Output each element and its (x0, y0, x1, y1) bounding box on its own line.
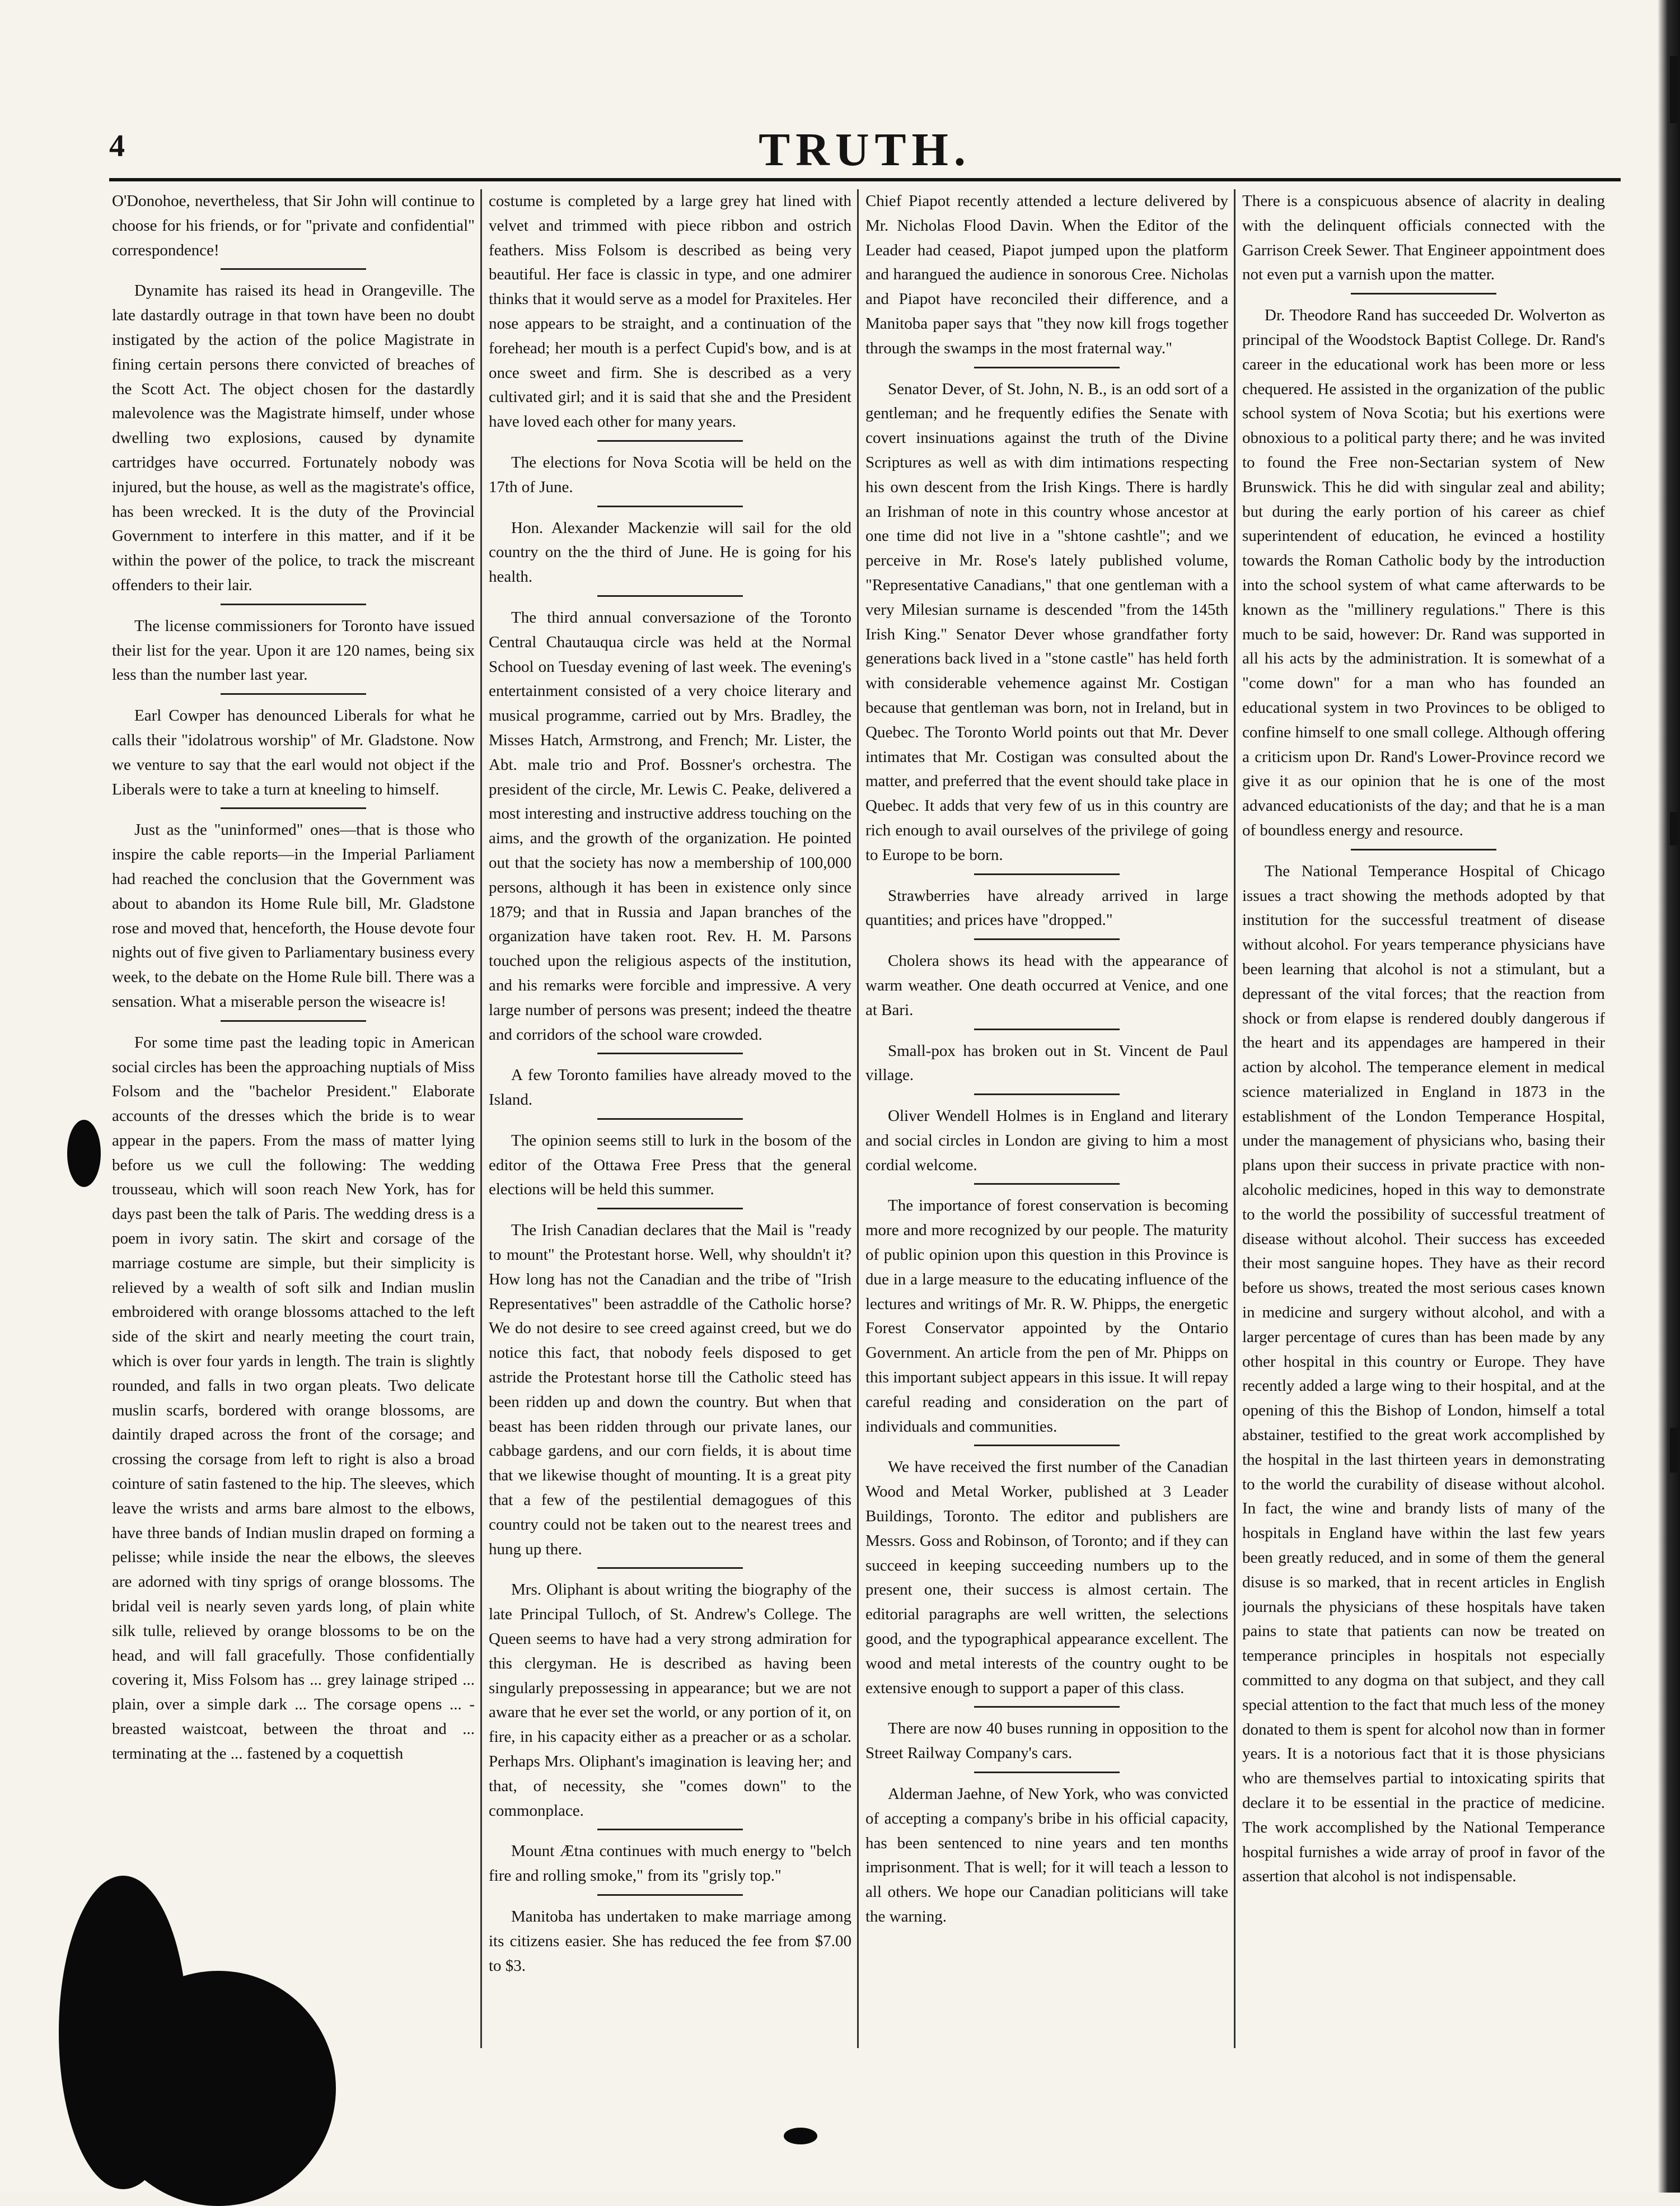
article-separator (1351, 849, 1496, 850)
article-paragraph: A few Toronto families have already moved to the Island. (489, 1066, 851, 1109)
article-separator (597, 595, 742, 597)
article-separator (974, 1445, 1119, 1446)
article-paragraph: The elections for Nova Scotia will be held on the 17th of June. (489, 453, 851, 496)
article-separator (974, 1029, 1119, 1030)
article-separator (221, 268, 366, 270)
article-separator (221, 604, 366, 605)
page-number: 4 (109, 129, 125, 163)
article-paragraph: Just as the "uninformed" ones—that is those who inspire the cable reports—in the Imperial Parliament had reached the conclusion that the Government was about to abandon its Home Rule bill, Mr. Gladstone rose and moved that, henceforth, the House devote four nights out of five given to Parliamentary business every week, to the debate on the Home Rule bill. There was a sensation. What a miserable person the wiseacre is! (112, 821, 475, 1011)
paper-title: TRUTH. (759, 124, 971, 176)
article-separator (974, 938, 1119, 940)
article-separator (597, 1118, 742, 1120)
article-paragraph: The importance of forest conservation is becoming more and more recognized by our people. The maturity of public opinion upon this question in this Province is due in a large measure to the educating influence of the lectures and writings of Mr. R. W. Phipps, the energetic Forest Conservator appointed by the Ontario Government. An article from the pen of Mr. Phipps on this important subject appears in this issue. It will repay careful reading and consideration on the part of individuals and communities. (865, 1197, 1228, 1436)
article-paragraph: Dynamite has raised its head in Orangeville. The late dastardly outrage in that town have been no doubt instigated by the action of the police Magistrate in fining certain persons there convicted of breaches of the Scott Act. The object chosen for the dastardly malevolence was the Magistrate himself, under whose dwelling two explosions, caused by dynamite cartridges have occurred. Fortunately nobody was injured, but the house, as well as the magistrate's office, has been wrecked. It is the duty of the Provincial Government to interfere in this matter, and if it be within the power of the police, to track the miscreant offenders to their lair. (112, 282, 475, 594)
column-divider (857, 189, 859, 2048)
article-paragraph: We have received the first number of the Canadian Wood and Metal Worker, published at 3 Leader Buildings, Toronto. The editor and publishers are Messrs. Goss and Robinson, of Toronto; and if they can succeed in keeping succeeding numbers up to the present one, their success is almost certain. The editorial paragraphs are well written, the selections good, and the typographical appearance excellent. The wood and metal interests of the country ought to be extensive enough to support a paper of this class. (865, 1458, 1228, 1697)
article-paragraph: The third annual conversazione of the Toronto Central Chautauqua circle was held at the Normal School on Tuesday evening of last week. The evening's entertainment consisted of a very choice literary and musical programme, carried out by Mrs. Bradley, the Misses Hatch, Armstrong, and French; Mr. Lister, the Abt. male trio and Prof. Bossner's orchestra. The president of the circle, Mr. Lewis C. Peake, delivered a most interesting and instructive address touching on the aims, and the growth of the organization. He pointed out that the society has now a membership of 100,000 persons, although it has been in existence only since 1879; and that in Russia and Japan branches of the organization have taken root. Rev. H. M. Parsons touched upon the religious aspects of the institution, and his remarks were forcible and impressive. A very large number of persons was present; indeed the theatre and corridors of the school ware crowded. (489, 608, 851, 1044)
column-4 (1242, 189, 1605, 2160)
article-paragraph: Chief Piapot recently attended a lecture delivered by Mr. Nicholas Flood Davin. When the Editor of the Leader had ceased, Piapot jumped upon the platform and harangued the audience in sonorous Cree. Nicholas and Piapot have reconciled their difference, and a Manitoba paper says that "they now kill frogs together through the swamps in the most fraternal way." (865, 192, 1228, 357)
article-paragraph: costume is completed by a large grey hat lined with velvet and trimmed with piece ribbon and ostrich feathers. Miss Folsom is described as being very beautiful. Her face is classic in type, and one admirer thinks that it would serve as a model for Praxiteles. Her nose appears to be straight, and a continuation of the forehead; her mouth is a perfect Cupid's bow, and is at once sweet and firm. She is described as a very cultivated girl; and it is said that she and the President have loved each other for many years. (489, 192, 851, 431)
article-separator (974, 1093, 1119, 1095)
article-separator (597, 1829, 742, 1830)
article-separator (974, 1706, 1119, 1708)
article-separator (597, 1567, 742, 1569)
article-paragraph: Hon. Alexander Mackenzie will sail for the old country on the the third of June. He is going for his health. (489, 518, 851, 586)
article-separator (597, 506, 742, 507)
article-paragraph: The Irish Canadian declares that the Mail is "ready to mount" the Protestant horse. Well, why shouldn't it? How long has not the Canadian and the tribe of "Irish Representatives" been astraddle of the Catholic horse? We do not desire to see creed against creed, but we do notice this fact, that nobody feels disposed to get astride the Protestant horse till the Catholic steed has been ridden up and down the country. But when that beast has been ridden through our private lanes, our cabbage gardens, and our corn fields, it is about time that we likewise thought of mounting. It is a great pity that a few of the pestilential demagogues of this country could not be taken out to the nearest trees and hung up there. (489, 1221, 851, 1558)
article-paragraph: Mount Ætna continues with much energy to "belch fire and rolling smoke," from its "grisly top." (489, 1842, 851, 1885)
masthead-rule (109, 178, 1621, 181)
article-paragraph: The National Temperance Hospital of Chicago issues a tract showing the methods adopted by that institution for the successful treatment of disease without alcohol. For years temperance physicians have been learning that alcohol is not a stimulant, but a depressant of the vital forces; that the reaction from shock or from elapse is rendered doubly dangerous if the heart and its appendages are hampered in their action by alcohol. The temperance element in medical science materialized in England in 1873 in the establishment of the London Temperance Hospital, under the management of physicians who, basing their plans upon their success in private practice with non-alcoholic medicines, hoped in this way to demonstrate to the world the possibility of successful treatment of disease without alcohol. Their success has exceeded their most sanguine hopes. They have as their record before us shows, treated the most serious cases known in medicine and surgery without alcohol, and with a larger percentage of cures than has been made by any other hospital in this country or Europe. They have recently added a large wing to their hospital, and at the opening of this the Bishop of London, himself a total abstainer, testified to the great work accomplished by the hospital in the last thirteen years in demonstrating to the world the curability of disease without alcohol. In fact, the wine and brandy lists of many of the hospitals in England have within the last few years been greatly reduced, and in some of them the general disuse is so marked, that in recent articles in English journals the physicians of these hospitals have taken pains to state that patients can now be treated on temperance principles in hospitals not especially committed to any dogma on that subject, and they call special attention to the fact that much less of the money donated to them is spent for alcohol now than in former years. It is a notorious fact that it is those physicians who are themselves partial to intoxicating spirits that declare it to be essential in the practice of medicine. The work accomplished by the National Temperance hospital furnishes a wide array of proof in favor of the assertion that alcohol is not indispensable. (1242, 862, 1605, 1886)
article-paragraph: Oliver Wendell Holmes is in England and literary and social circles in London are giving to him a most cordial welcome. (865, 1107, 1228, 1174)
column-divider (1234, 189, 1236, 2048)
article-separator (974, 367, 1119, 368)
column-divider (480, 189, 482, 2048)
article-separator (1351, 293, 1496, 295)
article-separator (974, 873, 1119, 875)
article-separator (597, 1053, 742, 1054)
article-paragraph: Mrs. Oliphant is about writing the biography of the late Principal Tulloch, of St. Andrew's College. The Queen seems to have had a very strong admiration for this clergyman. He is described as having been singularly prepossessing in appearance; but we are not aware that he ever set the world, or any portion of it, on fire, in his capacity either as a preacher or as a scholar. Perhaps Mrs. Oliphant's imagination is leaving her; and that, of necessity, she "comes down" to the commonplace. (489, 1581, 851, 1820)
article-paragraph: Senator Dever, of St. John, N. B., is an odd sort of a gentleman; and he frequently edifies the Senate with covert insinuations against the truth of the Divine Scriptures as well as with dim intimations respecting his own descent from the Irish Kings. There is hardly an Irishman of note in this country whose ancestor at one time did not live in a "shtone cashtle"; and we perceive in Mr. Rose's lately published volume, "Representative Canadians," that one gentleman with a very Milesian surname is descended "from the 145th Irish King." Senator Dever whose grandfather forty generations back lived in a "stone castle" has held forth with considerable vehemence against Mr. Costigan because that gentleman was born, not in Ireland, but in Quebec. The Toronto World points out that Mr. Dever intimates that Mr. Costigan was consulted about the matter, and preferred that the event should take place in Quebec. It adds that very few of us in this country are rich enough to avail ourselves of the privilege of going to Europe to be born. (865, 380, 1228, 864)
column-3 (865, 189, 1228, 2160)
article-paragraph: Manitoba has undertaken to make marriage among its citizens easier. She has reduced the fee from $7.00 to $3. (489, 1908, 851, 1975)
article-paragraph: Strawberries have already arrived in large quantities; and prices have "dropped." (865, 886, 1228, 929)
article-separator (597, 1894, 742, 1896)
article-paragraph: Alderman Jaehne, of New York, who was convicted of accepting a company's bribe in his official capacity, has been sentenced to nine years and ten months imprisonment. That is well; for it will teach a lesson to all others. We hope our Canadian politicians will take the warning. (865, 1785, 1228, 1925)
masthead (109, 124, 1621, 176)
article-separator (597, 1208, 742, 1209)
article-paragraph: Small-pox has broken out in St. Vincent de Paul village. (865, 1041, 1228, 1085)
page-edge-shadow (1658, 0, 1680, 2193)
article-separator (974, 1772, 1119, 1773)
article-separator (221, 807, 366, 809)
article-paragraph: For some time past the leading topic in American social circles has been the approaching nuptials of Miss Folsom and the "bachelor President." Elaborate accounts of the dresses which the bride is to wear appear in the papers. From the mass of matter lying before us we cull the following: The wedding trousseau, which will soon reach New York, has for days past been the talk of Paris. The wedding dress is a poem in ivory satin. The skirt and corsage of the marriage costume are simple, but their simplicity is relieved by a wealth of soft silk and Indian muslin embroidered with orange blossoms attached to the left side of the skirt and nearly meeting the court train, which is over four yards in length. The train is slightly rounded, and falls in two organ pleats. Two delicate muslin scarfs, bordered with orange blossoms, are daintily draped across the front of the corsage; and crossing the corsage from left to right is also a broad cointure of satin fastened to the hip. The sleeves, which leave the wrists and arms bare almost to the elbows, have three bands of Indian muslin draped on forming a pelisse; while inside the near the elbows, the sleeves are adorned with tiny sprigs of orange blossoms. The bridal veil is nearly seven yards long, of plain white silk tulle, relieved by orange blossoms to be on the head, and will fall gracefully. Those confidentially covering it, Miss Folsom has ... grey lainage striped ... plain, over a simple dark ... The corsage opens ... -breasted waistcoat, between the throat and ... terminating at the ... fastened by a coquettish (112, 1033, 475, 1763)
article-paragraph: The opinion seems still to lurk in the bosom of the editor of the Ottawa Free Press that the general elections will be held this summer. (489, 1131, 851, 1199)
article-paragraph: Cholera shows its head with the appearance of warm weather. One death occurred at Venice, and one at Bari. (865, 952, 1228, 1019)
article-paragraph: There are now 40 buses running in opposition to the Street Railway Company's cars. (865, 1719, 1228, 1763)
article-paragraph: O'Donohoe, nevertheless, that Sir John will continue to choose for his friends, or for "private and confidential" correspondence! (112, 192, 475, 259)
article-paragraph: Earl Cowper has denounced Liberals for what he calls their "idolatrous worship" of Mr. Gladstone. Now we venture to say that the earl would not object if the Liberals were to take a turn at kneeling to himself. (112, 707, 475, 798)
article-separator (597, 440, 742, 442)
scan-damage-blot (67, 1120, 101, 1187)
article-separator (221, 1020, 366, 1022)
article-paragraph: The license commissioners for Toronto have issued their list for the year. Upon it are 120 names, being six less than the number last year. (112, 616, 475, 684)
article-paragraph: Dr. Theodore Rand has succeeded Dr. Wolverton as principal of the Woodstock Baptist College. Dr. Rand's career in the educational work has been more or less chequered. He assisted in the organization of the public school system of Nova Scotia; but his exertions were obnoxious to a political party there; and he was invited to found the Free non-Sectarian system of New Brunswick. This he did with singular zeal and ability; but during the early portion of his career as chief superintendent of education, he evinced a hostility towards the Roman Catholic body by the introduction into the school system of what came afterwards to be known as the "millinery regulations." There is this much to be said, however: Dr. Rand was supported in all his acts by the administration. It is somewhat of a "come down" for a man who has founded an educational system in two Provinces to be obliged to confine himself to one small college. Although offering a criticism upon Dr. Rand's Lower-Province record we give it as our opinion that he is one of the most advanced educationists of the day; and that he is a man of boundless energy and resource. (1242, 306, 1605, 839)
article-paragraph: There is a conspicuous absence of alacrity in dealing with the delinquent officials connected with the Garrison Creek Sewer. That Engineer appointment does not even put a varnish upon the matter. (1242, 192, 1605, 284)
column-1 (112, 189, 475, 2160)
article-separator (974, 1183, 1119, 1185)
article-separator (221, 693, 366, 695)
scan-damage-blot (784, 2128, 817, 2144)
scan-damage-blot (101, 1971, 336, 2206)
column-2 (489, 189, 851, 2160)
